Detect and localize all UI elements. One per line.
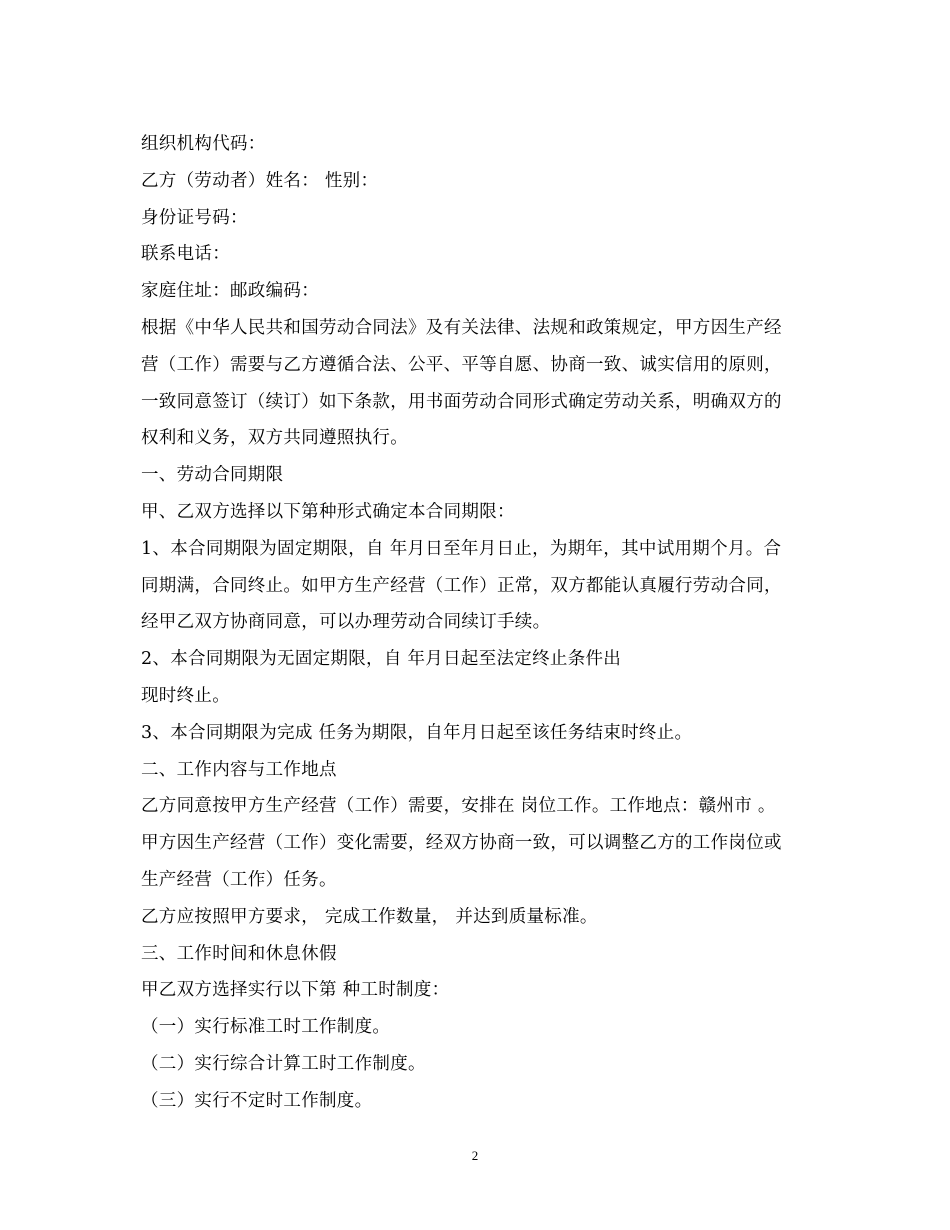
text-line: 权利和义务，双方共同遵照执行。: [141, 428, 408, 449]
text-line: 现时终止。: [141, 685, 230, 706]
text-line: 甲、乙双方选择以下第种形式确定本合同期限：: [141, 501, 515, 522]
section-heading: 二、工作内容与工作地点: [141, 759, 337, 780]
page-number: 2: [471, 1148, 479, 1163]
section-heading: 三、工作时间和休息休假: [141, 943, 337, 964]
text-line: 同期满，合同终止。如甲方生产经营（工作）正常，双方都能认真履行劳动合同，: [141, 575, 782, 596]
text-line: 营（工作）需要与乙方遵循合法、公平、平等自愿、协商一致、诚实信用的原则，: [141, 354, 782, 375]
list-item: （二）实行综合计算工时工作制度。: [141, 1053, 426, 1074]
text-line: 身份证号码：: [141, 207, 248, 228]
list-item: （一）实行标准工时工作制度。: [141, 1017, 391, 1038]
text-line: 3、本合同期限为完成 任务为期限，自年月日起至该任务结束时终止。: [141, 722, 693, 743]
text-line: 一致同意签订（续订）如下条款，用书面劳动合同形式确定劳动关系，明确双方的: [141, 391, 782, 412]
text-line: 甲乙双方选择实行以下第 种工时制度：: [141, 980, 450, 1001]
text-line: 2、本合同期限为无固定期限，自 年月日起至法定终止条件出: [141, 649, 622, 670]
text-line: 1、本合同期限为固定期限，自 年月日至年月日止，为期年，其中试用期个月。合: [141, 538, 782, 559]
text-line: 家庭住址：邮政编码：: [141, 281, 319, 302]
list-item: （三）实行不定时工作制度。: [141, 1090, 373, 1111]
text-line: 生产经营（工作）任务。: [141, 869, 337, 890]
text-line: 乙方应按照甲方要求， 完成工作数量， 并达到质量标准。: [141, 906, 598, 927]
document-body: [141, 126, 821, 1120]
text-line: 组织机构代码：: [141, 134, 266, 154]
section-heading: 一、劳动合同期限: [141, 465, 284, 486]
text-line: 经甲乙双方协商同意，可以办理劳动合同续订手续。: [141, 612, 551, 633]
text-line: 根据《中华人民共和国劳动合同法》及有关法律、法规和政策规定，甲方因生产经: [141, 317, 782, 338]
text-line: 联系电话：: [141, 244, 230, 265]
text-line: 乙方同意按甲方生产经营（工作）需要，安排在 岗位工作。工作地点：赣州市 。: [141, 796, 776, 817]
text-line: 乙方（劳动者）姓名： 性别：: [141, 170, 379, 191]
text-line: 甲方因生产经营（工作）变化需要，经双方协商一致，可以调整乙方的工作岗位或: [141, 833, 782, 854]
